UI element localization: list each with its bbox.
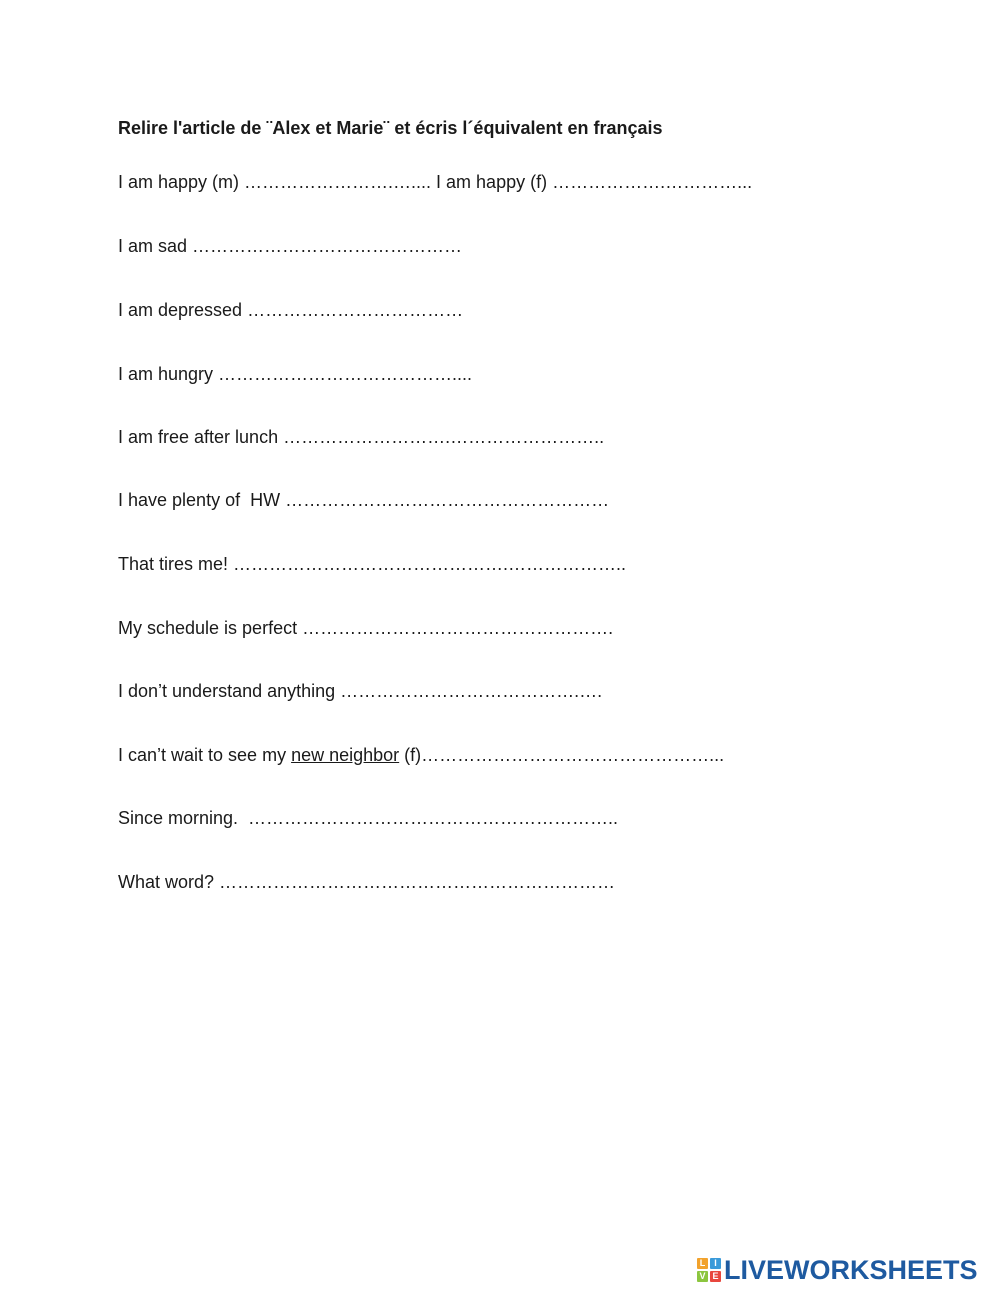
logo-mark-letter: L bbox=[697, 1258, 708, 1269]
exercise-line-6: I have plenty of HW ……………………………………………… bbox=[118, 490, 610, 510]
exercise-line-2: I am sad ……………………………………… bbox=[118, 236, 463, 256]
exercise-line-11: Since morning. …………………………………………………….. bbox=[118, 808, 619, 828]
exercise-line-1: I am happy (m) …………………….….... I am happy (f) ……………….…………... bbox=[118, 172, 753, 192]
logo-mark-letter: I bbox=[710, 1258, 721, 1269]
exercise-line-7: That tires me! ……………………………………….……………….. bbox=[118, 554, 627, 574]
exercise-line-5: I am free after lunch ……………………….…………………….. bbox=[118, 427, 605, 447]
exercise-line-3: I am depressed ……………………………… bbox=[118, 300, 464, 320]
liveworksheets-logo bbox=[697, 1256, 978, 1284]
logo-mark-letter: E bbox=[710, 1271, 721, 1282]
exercise-line-4: I am hungry ………………………………….... bbox=[118, 364, 473, 384]
logo-text: LIVEWORKSHEETS bbox=[724, 1254, 978, 1285]
worksheet-title: Relire l'article de ¨Alex et Marie¨ et écris l´équivalent en français bbox=[118, 118, 663, 138]
exercise-line-10-after: (f)…………………………………………... bbox=[399, 745, 725, 765]
exercise-line-12: What word? ………………………………………………………… bbox=[118, 872, 616, 892]
logo-mark-letter: V bbox=[697, 1271, 708, 1282]
exercise-line-8: My schedule is perfect ……………………………………………. bbox=[118, 618, 614, 638]
exercise-line-9: I don’t understand anything ………………………………….…. bbox=[118, 681, 603, 701]
logo-mark-icon bbox=[697, 1258, 721, 1282]
underlined-phrase: new neighbor bbox=[291, 745, 400, 765]
exercise-line-10 bbox=[118, 745, 724, 766]
exercise-line-10-before: I can’t wait to see my bbox=[118, 745, 292, 765]
